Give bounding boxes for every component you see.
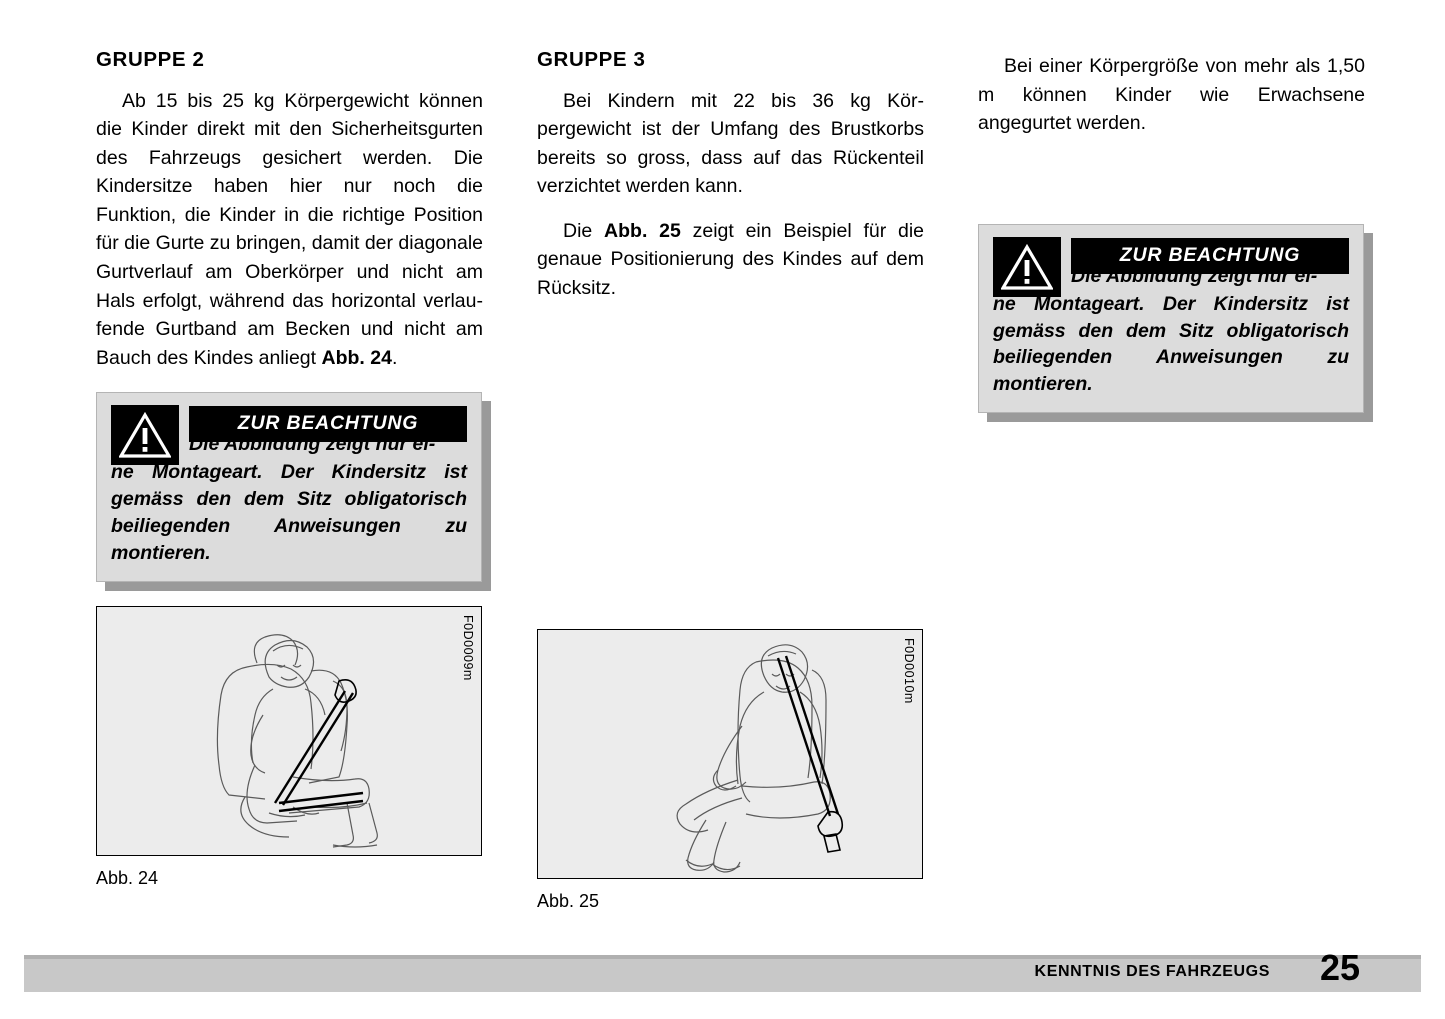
footer-bar-highlight bbox=[24, 955, 1421, 959]
warning-text-first-line: Die Abbildung zeigt nur ei- bbox=[1071, 264, 1318, 287]
figure-code: F0D0010m bbox=[902, 637, 916, 704]
text-run: . bbox=[391, 346, 398, 369]
page-footer bbox=[0, 947, 1445, 1019]
figure-reference: Abb. 24 bbox=[321, 346, 392, 369]
figure-reference: Abb. 25 bbox=[604, 219, 681, 242]
warning-triangle-icon bbox=[111, 405, 179, 465]
figure-code: F0D0009m bbox=[461, 614, 475, 681]
warning-text bbox=[111, 433, 467, 567]
page-columns bbox=[96, 48, 1366, 912]
text-run: Bei einer Körpergröße von mehr als 1,50 m können Kinder wie Erwachsene angegurtet werden. bbox=[978, 55, 1365, 135]
page-number: 25 bbox=[1319, 947, 1360, 988]
warning-box-inner bbox=[96, 392, 482, 582]
warning-box-inner bbox=[978, 224, 1364, 414]
illustration-child-belt-group3 bbox=[538, 630, 922, 878]
figure-frame bbox=[537, 629, 923, 879]
text-run: zeigt ein Beispiel für die genaue Positionierung des Kindes auf dem Rücksitz. bbox=[537, 219, 924, 299]
warning-text-first-line: Die Abbildung zeigt nur ei- bbox=[189, 433, 436, 456]
figure-abb-24 bbox=[96, 606, 483, 889]
text-run: Die bbox=[563, 219, 605, 242]
footer-section-label: KENNTNIS DES FAHRZEUGS bbox=[1034, 963, 1270, 980]
figure-caption: Abb. 24 bbox=[96, 867, 159, 888]
column-gruppe-3 bbox=[537, 48, 924, 912]
warning-title: ZUR BEACHTUNG bbox=[189, 406, 467, 442]
warning-triangle-icon bbox=[993, 237, 1061, 297]
page-title-gruppe-3: GRUPPE 3 bbox=[537, 48, 646, 71]
text-run: Bei Kindern mit 22 bis 36 kg Körpergewicht ist der Umfang des Brustkorbs bereits so gross, dass auf das Rückenteil verzichtet werden kann. bbox=[537, 89, 924, 198]
warning-box-gruppe-2 bbox=[96, 392, 482, 582]
paragraph-gruppe-3-1 bbox=[537, 87, 924, 201]
warning-text bbox=[993, 264, 1349, 399]
warning-text-rest: ne Montageart. Der Kindersitz ist gemäss den dem Sitz obligatorisch beiliegenden Anweisungen zu montieren. bbox=[993, 292, 1349, 396]
column-gruppe-2 bbox=[96, 48, 483, 912]
page-title-gruppe-2: GRUPPE 2 bbox=[96, 48, 205, 71]
illustration-child-seat-group2 bbox=[97, 607, 481, 855]
text-run: Ab 15 bis 25 kg Körpergewicht können die Kinder direkt mit den Sicherheitsgurten des Fahrzeugs gesichert werden. Die Kindersitze haben hier nur noch die Funktion, die Kinder in die richtige Position für die Gurte zu bringen, damit der diagonale Gurtverlauf am Oberkörper und nicht am Hals erfolgt, während das horizontal verlaufende Gurtband am Becken und nicht am Bauch des Kindes anliegt bbox=[96, 89, 483, 369]
paragraph-adults bbox=[978, 52, 1365, 138]
paragraph-gruppe-3-2 bbox=[537, 217, 924, 303]
figure-caption: Abb. 25 bbox=[537, 890, 600, 911]
figure-abb-25 bbox=[537, 629, 924, 912]
warning-box-right bbox=[978, 224, 1364, 414]
column-right bbox=[978, 48, 1365, 912]
paragraph-gruppe-2-1 bbox=[96, 87, 483, 373]
figure-frame bbox=[96, 606, 482, 856]
warning-text-rest: ne Montageart. Der Kindersitz ist gemäss den dem Sitz obligatorisch beiliegenden Anweisungen zu montieren. bbox=[111, 461, 467, 564]
warning-title: ZUR BEACHTUNG bbox=[1071, 238, 1349, 274]
